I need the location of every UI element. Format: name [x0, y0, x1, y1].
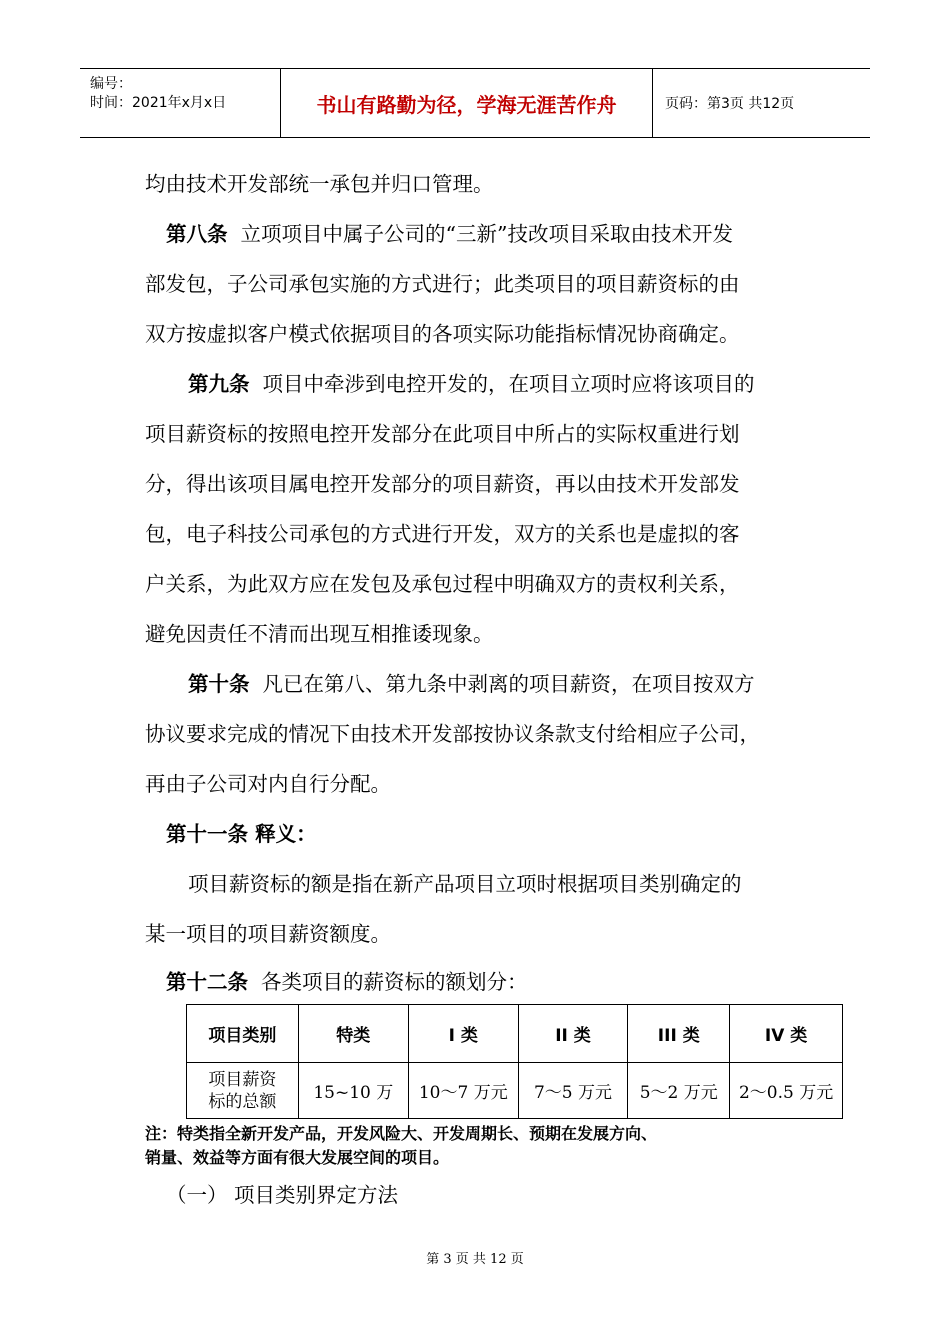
table-header-cell: III 类 — [628, 1005, 730, 1063]
article-8-line — [166, 222, 733, 246]
page-header — [80, 68, 870, 138]
paragraph-line: 均由技术开发部统一承包并归口管理。 — [145, 172, 494, 196]
doc-time: 时间：2021年x月x日 — [90, 95, 227, 111]
row-label-line: 标的总额 — [208, 1091, 277, 1112]
article-8-text: 立项项目中属子公司的“三新”技改项目采取由技术开发 — [240, 222, 734, 246]
article-12-line — [166, 970, 528, 994]
article-12-title: 第十二条 — [166, 970, 248, 994]
table-header-cell: I 类 — [408, 1005, 518, 1063]
paragraph-line: 包，电子科技公司承包的方式进行开发，双方的关系也是虚拟的客 — [145, 522, 740, 546]
article-9-line — [188, 372, 755, 396]
paragraph-line: 户关系，为此双方应在发包及承包过程中明确双方的责权利关系， — [145, 572, 740, 596]
table-row-label — [187, 1063, 299, 1119]
article-12-text: 各类项目的薪资标的额划分： — [261, 970, 528, 994]
row-label-line: 项目薪资 — [208, 1069, 277, 1090]
header-meta — [80, 69, 281, 137]
table-row — [187, 1063, 843, 1119]
article-9-text: 项目中牵涉到电控开发的，在项目立项时应将该项目的 — [262, 372, 755, 396]
article-10-text: 凡已在第八、第九条中剥离的项目薪资，在项目按双方 — [262, 672, 755, 696]
article-10-title: 第十条 — [188, 672, 250, 696]
article-8-title: 第八条 — [166, 222, 228, 246]
table-cell: 5～2 万元 — [628, 1063, 730, 1119]
table-note-line: 注：特类指全新开发产品，开发风险大、开发周期长、预期在发展方向、 — [145, 1124, 658, 1143]
article-9-title: 第九条 — [188, 372, 250, 396]
table-header-cell: II 类 — [518, 1005, 628, 1063]
paragraph-line: 部发包，子公司承包实施的方式进行；此类项目的项目薪资标的由 — [145, 272, 740, 296]
table-header-cell: 项目类别 — [187, 1005, 299, 1063]
salary-table — [186, 1004, 843, 1119]
table-header-cell: IV 类 — [730, 1005, 843, 1063]
table-cell: 15~10 万 — [298, 1063, 408, 1119]
doc-number: 编号： — [90, 76, 132, 92]
page-footer: 第 3 页 共 12 页 — [426, 1252, 524, 1267]
paragraph-line: 双方按虚拟客户模式依据项目的各项实际功能指标情况协商确定。 — [145, 322, 740, 346]
table-header-cell: 特类 — [298, 1005, 408, 1063]
paragraph-line: 项目薪资标的按照电控开发部分在此项目中所占的实际权重进行划 — [145, 422, 740, 446]
paragraph-line: 再由子公司对内自行分配。 — [145, 772, 391, 796]
header-motto: 书山有路勤为径，学海无涯苦作舟 — [281, 69, 653, 137]
table-cell: 2～0.5 万元 — [730, 1063, 843, 1119]
paragraph-line: 项目薪资标的额是指在新产品项目立项时根据项目类别确定的 — [188, 872, 742, 896]
table-note-line: 销量、效益等方面有很大发展空间的项目。 — [145, 1148, 450, 1167]
article-10-line — [188, 672, 755, 696]
table-header-row — [187, 1005, 843, 1063]
table-cell: 7～5 万元 — [518, 1063, 628, 1119]
paragraph-line: 避免因责任不清而出现互相推诿现象。 — [145, 622, 494, 646]
paragraph-line: 分，得出该项目属电控开发部分的项目薪资，再以由技术开发部发 — [145, 472, 740, 496]
article-11-title: 第十一条 释义： — [166, 822, 317, 846]
paragraph-line: 协议要求完成的情况下由技术开发部按协议条款支付给相应子公司， — [145, 722, 760, 746]
paragraph-line: 某一项目的项目薪资额度。 — [145, 922, 391, 946]
section-heading: （一） 项目类别界定方法 — [166, 1183, 399, 1207]
header-page-number: 页码：第3页 共12页 — [665, 96, 795, 112]
table-cell: 10～7 万元 — [408, 1063, 518, 1119]
